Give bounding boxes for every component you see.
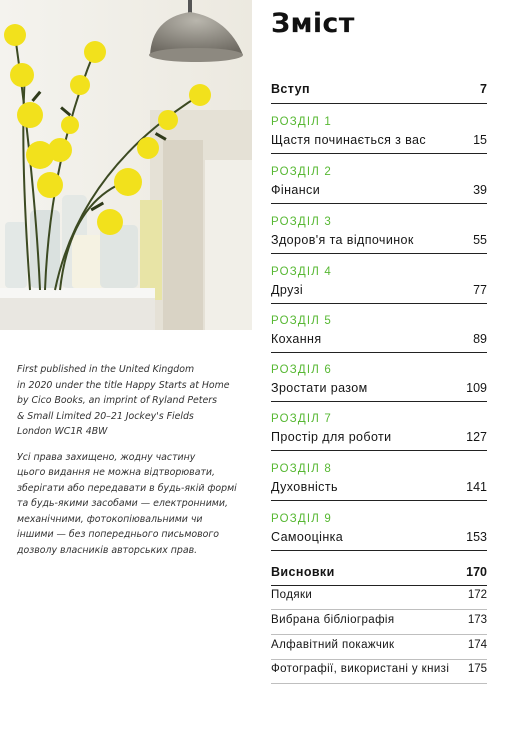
divider [271,550,487,551]
credit-line: First published in the United Kingdom [17,364,195,375]
toc-entry-title: Вибрана бібліографія [271,614,395,626]
toc-entry-page: 109 [466,381,487,395]
toc-entry-chapter-9[interactable] [271,513,487,551]
english-credits [17,362,252,440]
toc-entry-page: 55 [473,233,487,247]
credit-line: зберігати або передавати в будь-якій формі [17,482,237,494]
toc-entry-photo-credits[interactable] [271,663,487,701]
divider [271,253,487,254]
divider [271,450,487,451]
credit-line: & Small Limited 20–21 Jockey's Fields [17,410,194,422]
credit-line: by Cico Books, an imprint of Ryland Peters [17,395,217,406]
toc-entry-page: 141 [466,480,487,494]
toc-entry-title: Вступ [271,82,310,96]
divider [271,303,487,304]
toc-entry-section: РОЗДІЛ 8 [271,463,333,475]
toc-entry-title: Зростати разом [271,381,368,395]
toc-entry-page: 153 [466,530,487,544]
credit-line: іншими — без попереднього письмового [17,529,220,540]
toc-entry-page: 173 [467,614,487,626]
toc-entry-chapter-4[interactable] [271,266,487,304]
credit-line: механічними, фотокопіювальними чи [17,513,203,525]
toc-entry-chapter-1[interactable] [271,116,487,154]
page-title: Зміст [271,8,355,39]
toc-entry-title: Подяки [271,589,313,601]
toc-entry-title: Друзі [271,283,304,297]
toc-entry-title: Самооцінка [271,530,344,544]
toc-entry-section: РОЗДІЛ 4 [271,266,333,278]
divider [271,659,487,660]
toc-entry-page: 7 [480,82,487,96]
credit-line: London WC1R 4BW [17,426,108,437]
toc-entry-page: 127 [466,430,487,444]
credit-line: цього видання не можна відтворювати, [17,467,215,478]
divider [271,585,487,586]
toc-entry-chapter-2[interactable] [271,166,487,204]
toc-entry-intro[interactable] [271,82,487,120]
copyright-notice [17,450,252,559]
flowers-photo-illustration [0,0,252,330]
toc-entry-chapter-7[interactable] [271,413,487,451]
divider [271,683,487,684]
toc-entry-page: 174 [467,639,487,651]
divider [271,609,487,610]
toc-entry-chapter-3[interactable] [271,216,487,254]
toc-entry-title: Висновки [271,565,335,579]
toc-entry-page: 15 [473,133,487,147]
divider [271,401,487,402]
toc-entry-title: Простір для роботи [271,430,392,444]
toc-entry-page: 77 [473,283,487,297]
toc-entry-page: 89 [473,332,487,346]
credit-line: дозволу власників авторських прав. [17,544,198,556]
divider [271,153,487,154]
divider [271,203,487,204]
toc-entry-title: Фінанси [271,183,321,197]
toc-entry-chapter-6[interactable] [271,364,487,402]
toc-entry-section: РОЗДІЛ 9 [271,513,333,525]
toc-entry-section: РОЗДІЛ 5 [271,315,333,327]
toc-entry-section: РОЗДІЛ 7 [271,413,333,425]
publication-credits [17,362,252,568]
divider [271,500,487,501]
toc-entry-page: 175 [467,663,487,675]
toc-entry-title: Фотографії, використані у книзі [271,663,450,675]
toc-entry-page: 39 [473,183,487,197]
toc-entry-section: РОЗДІЛ 3 [271,216,333,228]
toc-entry-section: РОЗДІЛ 6 [271,364,333,376]
toc-entry-page: 172 [467,589,487,601]
toc-entry-title: Духовність [271,480,338,494]
toc-entry-title: Здоров'я та відпочинок [271,233,414,247]
toc-entry-page: 170 [466,565,487,579]
divider [271,103,487,104]
toc-entry-chapter-8[interactable] [271,463,487,501]
credit-line: та будь-якими засобами — електронними, [17,498,228,509]
divider [271,352,487,353]
toc-entry-section: РОЗДІЛ 2 [271,166,333,178]
toc-entry-chapter-5[interactable] [271,315,487,353]
toc-entry-title: Кохання [271,332,322,346]
toc-entry-title: Алфавітний покажчик [271,639,395,651]
credit-line: Усі права захищено, жодну частину [17,451,196,463]
divider [271,634,487,635]
cover-photo [0,0,252,330]
toc-entry-section: РОЗДІЛ 1 [271,116,333,128]
credit-line: in 2020 under the title Happy Starts at Home [17,379,230,391]
toc-entry-title: Щастя починається з вас [271,133,427,147]
